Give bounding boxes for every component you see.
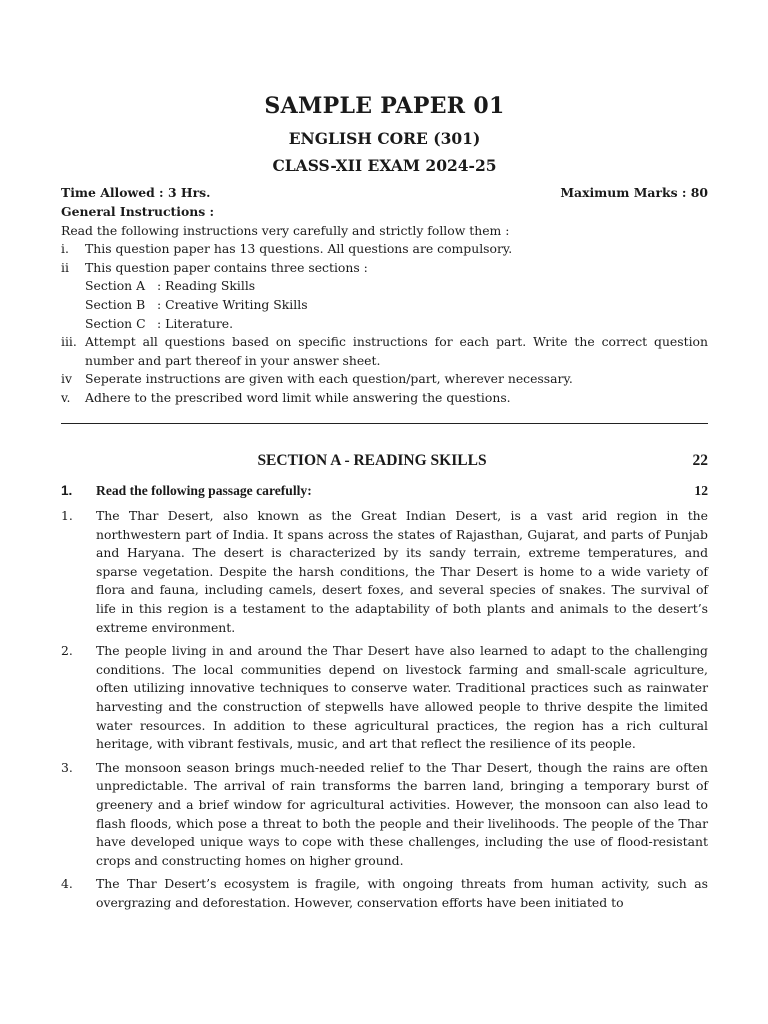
instructions-list [61, 240, 708, 407]
instructions-heading: General Instructions : [61, 204, 215, 219]
instruction-item [61, 333, 708, 370]
instruction-number: iii. [61, 334, 77, 350]
question-header [61, 483, 708, 499]
instruction-text: This question paper contains three sections : [85, 259, 368, 275]
horizontal-divider [61, 423, 708, 424]
paragraph-number: 4. [61, 876, 73, 892]
question-text: Read the following passage carefully: [96, 483, 312, 498]
section-name: : Reading Skills [157, 278, 256, 294]
question-marks: 12 [694, 483, 708, 498]
section-marks: 22 [692, 452, 708, 469]
passage-paragraph [61, 759, 708, 871]
section-list-item [61, 315, 708, 334]
section-label: Section A [85, 278, 146, 294]
instruction-item [61, 389, 708, 408]
instruction-item [61, 259, 708, 278]
paragraph-text: The Thar Desert, also known as the Great Indian Desert, is a vast arid region in the northwestern part of India. It spans across the states of Rajasthan, Gujarat, and parts of Punjab and Haryana. The desert is characterized by its sandy terrain, extreme temperatures, and sparse vegetation. Despite the harsh conditions, the Thar Desert is home to a wide variety of flora and fauna, including camels, desert foxes, and several species of snakes. The survival of life in this region is a testament to the adaptability of both plants and animals to the desert’s extreme environment. [96, 508, 708, 635]
question-number: 1. [61, 483, 73, 498]
meta-row [61, 184, 708, 203]
instruction-text: Seperate instructions are given with each question/part, wherever necessary. [85, 371, 573, 387]
paragraph-number: 3. [61, 759, 73, 775]
instruction-number: ii [61, 259, 69, 275]
section-heading [61, 452, 708, 472]
instruction-item [61, 240, 708, 259]
section-label: Section C [85, 315, 146, 331]
section-label: Section B [85, 296, 146, 312]
section-title: SECTION A - READING SKILLS [257, 452, 487, 469]
exam-title: CLASS-XII EXAM 2024-25 [272, 156, 497, 175]
paragraph-text: The monsoon season brings much-needed relief to the Thar Desert, though the rains are often unpredictable. The arrival of rain transforms the barren land, bringing a temporary burst of greenery and a brief window for agricultural activities. However, the monsoon can also lead to flash floods, which pose a threat to both the people and their livelihoods. The people of the Thar have developed unique ways to cope with these challenges, including the use of flood-resistant crops and constructing homes on higher ground. [96, 759, 708, 868]
general-instructions [61, 203, 708, 408]
instruction-text: Attempt all questions based on specific instructions for each part. Write the correct question number and part thereof in your answer sheet. [85, 334, 708, 368]
paragraph-text: The Thar Desert’s ecosystem is fragile, with ongoing threats from human activity, such as overgrazing and deforestation. However, conservation efforts have been initiated to [96, 876, 708, 910]
section-name: : Creative Writing Skills [157, 296, 308, 312]
paragraph-number: 1. [61, 508, 73, 523]
passage-paragraph [61, 507, 708, 637]
section-name: : Literature. [157, 315, 234, 331]
instruction-number: i. [61, 241, 69, 257]
instruction-number: v. [61, 389, 71, 405]
paper-title: SAMPLE PAPER 01 [264, 93, 505, 119]
maximum-marks: Maximum Marks : 80 [560, 185, 708, 200]
section-list-item [61, 296, 708, 315]
instructions-intro: Read the following instructions very carefully and strictly follow them : [61, 222, 510, 238]
instruction-text: Adhere to the prescribed word limit while answering the questions. [85, 389, 511, 405]
passage [61, 507, 708, 917]
time-allowed: Time Allowed : 3 Hrs. [61, 185, 211, 200]
paragraph-number: 2. [61, 643, 73, 659]
passage-paragraph [61, 875, 708, 912]
subject-title: ENGLISH CORE (301) [288, 129, 481, 148]
instruction-text: This question paper has 13 questions. All questions are compulsory. [85, 241, 513, 257]
section-list-item [61, 277, 708, 296]
paragraph-text: The people living in and around the Thar Desert have also learned to adapt to the challenging conditions. The local communities depend on livestock farming and small-scale agriculture, often utilizing innovative techniques to conserve water. Traditional practices such as rainwater harvesting and the construction of stepwells have allowed people to thrive despite the limited water resources. In addition to these agricultural practices, the region has a rich cultural heritage, with vibrant festivals, music, and art that reflect the resilience of its people. [96, 643, 708, 752]
instruction-item [61, 370, 708, 389]
passage-paragraph [61, 642, 708, 754]
instruction-number: iv [61, 371, 72, 387]
